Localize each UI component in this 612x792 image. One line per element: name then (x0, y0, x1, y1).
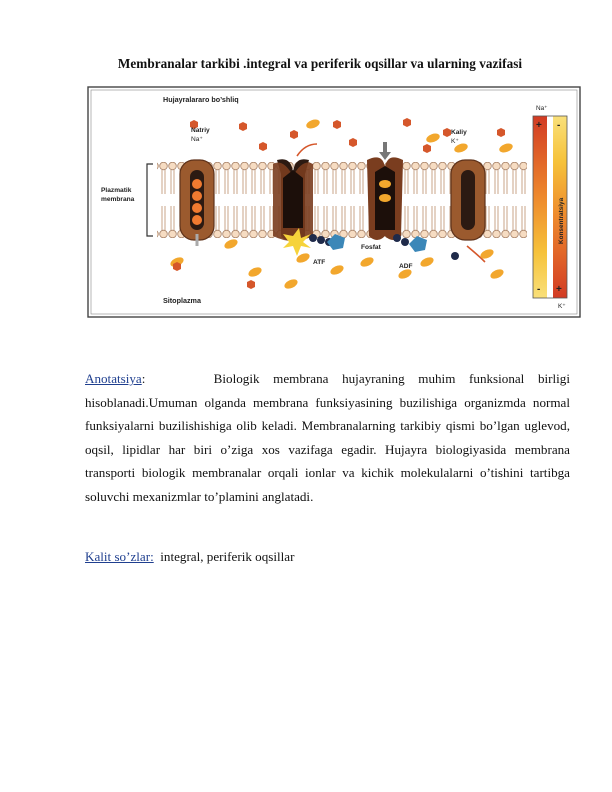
phosphate-label: Fosfat (361, 244, 381, 251)
sodium-label: Natriy (191, 127, 210, 134)
adp-label: ADF (399, 263, 413, 270)
potassium-channel-protein (451, 160, 485, 240)
cytoplasm-label: Sitoplazma (163, 296, 201, 305)
annotation-colon: : (141, 371, 146, 386)
gradient-minus-bottom: - (537, 284, 541, 295)
gradient-plus-bottom: + (556, 284, 562, 295)
gradient-minus-top: - (557, 120, 561, 131)
extracellular-label: Hujayralararo bo’shliq (163, 95, 239, 104)
keywords-label: Kalit so’zlar: (85, 549, 154, 564)
potassium-label: Kaliy (451, 129, 467, 136)
membrane-transport-figure (87, 86, 581, 318)
annotation-paragraph (85, 367, 570, 509)
annotation-label: Anotatsiya (85, 371, 142, 386)
atp-label: ATF (313, 259, 326, 266)
sodium-ion-label: Na⁺ (191, 136, 203, 143)
sodium-potassium-pump-1 (273, 159, 313, 241)
gradient-label: Konsentratsiya (558, 197, 565, 244)
page-title: Membranalar tarkibi .integral va periferik oqsillar va ularning vazifasi (117, 56, 523, 71)
membrane-label-2: membrana (101, 196, 135, 203)
sodium-potassium-pump-2 (367, 157, 403, 240)
gradient-top-ion: Na⁺ (536, 105, 548, 112)
gradient-plus-top: + (536, 120, 542, 131)
membrane-label-1: Plazmatik (101, 187, 132, 194)
potassium-ion-label: K⁺ (451, 138, 459, 145)
annotation-text: Biologik membrana hujayraning muhim funksional birligi hisoblanadi.Umuman olganda membrana funksiyasining buzilishiga organizmda normal funksiyalarni buzilishishiga olib keladi. Membranalarning tarkibiy qismi bo’lgan uglevod, oqsil, lipidlar har biri o’ziga xos vazifaga egadir. Hujayra biologiyasida membrana transporti biologik membranalar orqali ionlar va kichik molekulalarni o’tishini tartibga soluvchi mexanizmlar to’plamini anglatadi. (85, 371, 570, 504)
keywords-line (85, 549, 570, 565)
sodium-channel-protein (180, 160, 214, 240)
gradient-bottom-ion: K⁺ (558, 303, 566, 310)
keywords-text: integral, periferik oqsillar (160, 549, 295, 564)
